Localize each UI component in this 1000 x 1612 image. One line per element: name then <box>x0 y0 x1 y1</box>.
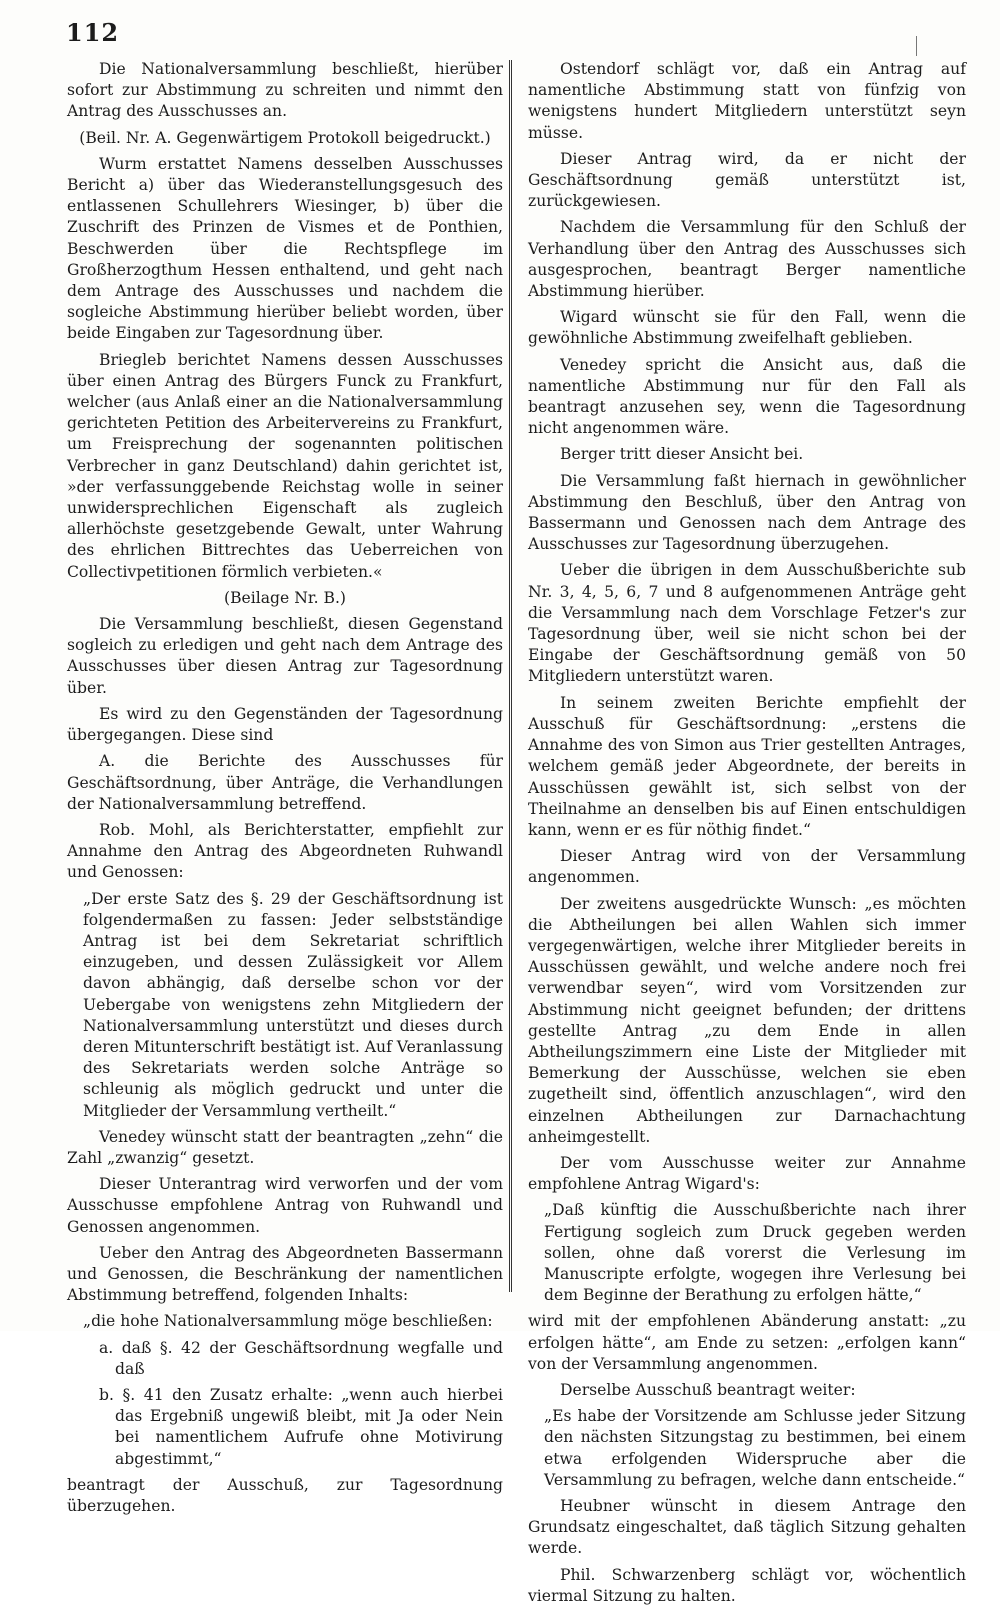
paragraph: Berger tritt dieser Ansicht bei. <box>560 445 804 464</box>
paragraph: Die Nationalversammlung beschließt, hierüber sofort zur Abstimmung zu schreiten und nimmt den Antrag des Ausschusses an. <box>67 60 503 121</box>
paragraph: A. die Berichte des Ausschusses für Geschäftsordnung, über Anträge, die Verhandlungen der Nationalversammlung betreffend. <box>67 752 503 813</box>
paragraph: (Beilage Nr. B.) <box>223 588 346 607</box>
paragraph: Derselbe Ausschuß beantragt weiter: <box>560 1380 856 1399</box>
paragraph: „Der erste Satz des §. 29 der Geschäftsordnung ist folgendermaßen zu fassen: Jeder selbstständige Antrag ist bei dem Sekretariat schriftlich einzugeben, und dessen Zulässigkeit vor Allem davon abhängig, daß derselbe schon vor der Uebergabe von wenigstens zehn Mitgliedern der Nationalversammlung unterstützt und dieses durch deren Mitunterschrift bestätigt ist. Auf Veranlassung des Sekretariats werden solche Anträge so schleunig als möglich gedruckt und unter die Mitglieder der Versammlung vertheilt.“ <box>83 889 504 1120</box>
paragraph: Ueber die übrigen in dem Ausschußberichte sub Nr. 3, 4, 5, 6, 7 und 8 aufgenommenen Anträge geht die Versammlung nach dem Vorschlage Fetzer's zur Tagesordnung über, weil sie nicht schon bei der Eingabe der Geschäftsordnung gemäß von 50 Mitgliedern unterstützt waren. <box>528 561 966 686</box>
paragraph: Venedey spricht die Ansicht aus, daß die namentliche Abstimmung nur für den Fall als beantragt anzusehen sey, wenn die Tagesordnung nicht angenommen wäre. <box>528 355 966 438</box>
paragraph: Ostendorf schlägt vor, daß ein Antrag auf namentliche Abstimmung statt von fünfzig von wenigstens hundert Mitgliedern unterstützt seyn müsse. <box>528 60 966 142</box>
paragraph: Briegleb berichtet Namens dessen Ausschusses über einen Antrag des Bürgers Funck zu Frankfurt, welcher (aus Anlaß einer an die Nationalversammlung gerichteten Petition des Arbeitervereins zu Frankfurt, um Freisprechung der sogenannten politischen Verbrecher in ganz Deutschland) dahin gerichtet ist, »der verfassunggebende Reichstag wolle in seiner unwidersprechlichen Eigenschaft als zugleich allerhöchste gesetzgebende Gewalt, unter Wahrung des ehrlichen Bittrechtes das Ueberreichen von Collectivpetitionen förmlich verbieten.« <box>67 350 503 581</box>
paragraph: „Daß künftig die Ausschußberichte nach ihrer Fertigung sogleich zum Druck gegeben werden sollen, ohne daß vorerst die Verlesung im Manuscripte erfolgte, wogegen ihre Verlesung bei dem Beginne der Berathung zu erfolgen hätte,“ <box>544 1201 966 1305</box>
paragraph: Der zweitens ausgedrückte Wunsch: „es möchten die Abtheilungen bei allen Wahlen sich immer vergegenwärtigen, welche ihrer Mitglieder bereits in Ausschüssen gewählt, und welche andere noch frei verwendbar seyen“, wird vom Vorsitzenden zur Abstimmung nicht geeignet befunden; der drittens gestellte Antrag „zu dem Ende in allen Abtheilungszimmern eine Liste der Mitglieder mit Bemerkung der Ausschüsse, welchen sie eben zugetheilt sind, öffentlich anzuschlagen“, wird den einzelnen Abtheilungen zur Darnachachtung anheimgestellt. <box>528 894 966 1146</box>
paragraph: Heubner wünscht in diesem Antrage den Grundsatz eingeschaltet, daß täglich Sitzung gehalten werde. <box>528 1497 966 1558</box>
paragraph: (Beil. Nr. A. Gegenwärtigem Protokoll beigedruckt.) <box>79 128 491 147</box>
paragraph: wird mit der empfohlenen Abänderung anstatt: „zu erfolgen hätte“, am Ende zu setzen: „erfolgen kann“ von der Versammlung angenommen. <box>528 1312 966 1373</box>
paragraph: beantragt der Ausschuß, zur Tagesordnung überzugehen. <box>67 1475 503 1515</box>
paragraph: In seinem zweiten Berichte empfiehlt der Ausschuß für Geschäftsordnung: „erstens die Annahme des von Simon aus Trier gestellten Antrages, welchem gemäß jeder Abgeordnete, der bereits in Ausschüssen gewählt ist, sich selbst von der Theilnahme an denselben bis auf Einen entschuldigen kann, wenn er es für nöthig findet.“ <box>528 693 966 839</box>
paragraph: Wigard wünscht sie für den Fall, wenn die gewöhnliche Abstimmung zweifelhaft geblieben. <box>528 308 966 348</box>
paragraph: Venedey wünscht statt der beantragten „zehn“ die Zahl „zwanzig“ gesetzt. <box>67 1127 503 1167</box>
paragraph: b. §. 41 den Zusatz erhalte: „wenn auch hierbei das Ergebniß ungewiß bleibt, mit Ja oder Nein bei namentlichem Aufrufe ohne Motivirung abgestimmt,“ <box>99 1385 503 1468</box>
paragraph: „die hohe Nationalversammlung möge beschließen: <box>83 1312 493 1331</box>
margin-mark <box>916 36 917 56</box>
paragraph: Ueber den Antrag des Abgeordneten Bassermann und Genossen, die Beschränkung der namentlichen Abstimmung betreffend, folgenden Inhalts: <box>67 1243 503 1305</box>
paragraph: Dieser Antrag wird von der Versammlung angenommen. <box>528 847 966 887</box>
paragraph: Phil. Schwarzenberg schlägt vor, wöchentlich viermal Sitzung zu halten. <box>528 1565 966 1605</box>
paragraph: „Es habe der Vorsitzende am Schlusse jeder Sitzung den nächsten Sitzungstag zu bestimmen, bei einem etwa erfolgenden Widerspruche aber die Versammlung zu befragen, welche dann entscheide.“ <box>544 1407 966 1489</box>
paragraph: Die Versammlung beschließt, diesen Gegenstand sogleich zu erledigen und geht nach dem Antrage des Ausschusses über diesen Antrag zur Tagesordnung über. <box>67 615 503 697</box>
paragraph: Wurm erstattet Namens desselben Ausschusses Bericht a) über das Wiederanstellungsgesuch des entlassenen Schullehrers Wiesinger, b) über die Zuschrift des Prinzen de Vismes et de Ponthien, Beschwerden über die Rechtspflege im Großherzogthum Hessen enthaltend, und geht nach dem Antrage des Ausschusses und nachdem die sogleiche Abstimmung hierüber beliebt worden, über beide Eingaben zur Tagesordnung über. <box>67 154 503 343</box>
paragraph: Dieser Unterantrag wird verworfen und der vom Ausschusse empfohlene Antrag von Ruhwandl und Genossen angenommen. <box>67 1175 503 1236</box>
page-number: 112 <box>66 18 120 47</box>
column-divider <box>509 60 512 1292</box>
paragraph: Nachdem die Versammlung für den Schluß der Verhandlung über den Antrag des Ausschusses sich ausgesprochen, beantragt Berger namentliche Abstimmung hierüber. <box>528 218 966 301</box>
paragraph: Rob. Mohl, als Berichterstatter, empfiehlt zur Annahme den Antrag des Abgeordneten Ruhwandl und Genossen: <box>67 820 503 882</box>
right-column <box>528 59 966 1612</box>
paragraph: Der vom Ausschusse weiter zur Annahme empfohlene Antrag Wigard's: <box>528 1153 966 1194</box>
paragraph: Es wird zu den Gegenständen der Tagesordnung übergegangen. Diese sind <box>67 704 503 745</box>
paragraph: Dieser Antrag wird, da er nicht der Geschäftsordnung gemäß unterstützt ist, zurückgewiesen. <box>528 149 966 211</box>
paragraph: a. daß §. 42 der Geschäftsordnung wegfalle und daß <box>99 1338 503 1378</box>
left-column <box>67 59 503 1522</box>
paragraph: Die Versammlung faßt hiernach in gewöhnlicher Abstimmung den Beschluß, über den Antrag von Bassermann und Genossen nach dem Antrage des Ausschusses zur Tagesordnung überzugehen. <box>528 471 966 554</box>
